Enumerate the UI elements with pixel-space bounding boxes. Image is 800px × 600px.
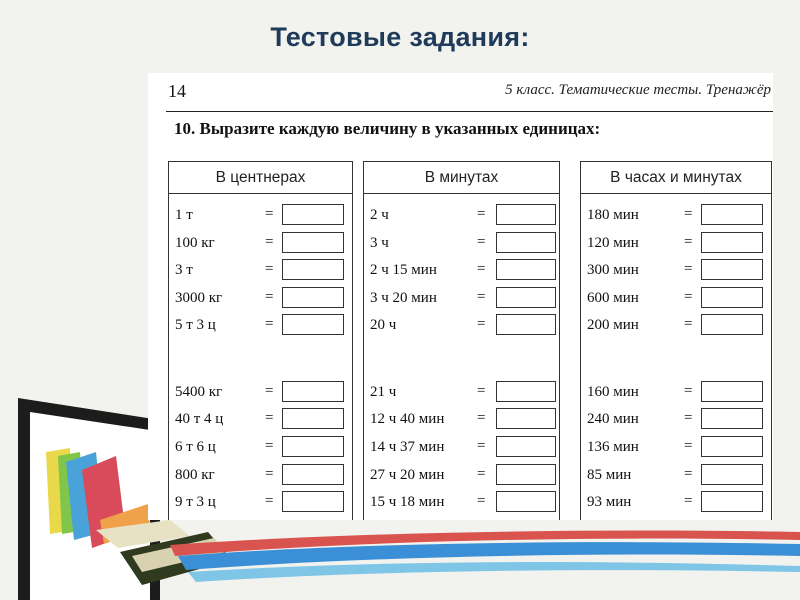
quantity-label: 800 кг [175,467,215,483]
quantity-label: 5400 кг [175,384,223,400]
page-number: 14 [168,81,186,101]
exercise-row [169,259,352,283]
equals-sign: = [684,493,693,509]
equals-sign: = [477,438,486,454]
exercise-row [581,259,771,283]
answer-box[interactable] [282,408,344,429]
quantity-label: 21 ч [370,384,397,400]
equals-sign: = [265,234,274,250]
exercise-row [169,491,352,515]
quantity-label: 40 т 4 ц [175,411,224,427]
equals-sign: = [477,261,486,277]
equals-sign: = [684,206,693,222]
quantity-label: 93 мин [587,494,632,510]
column-header: В минутах [364,162,559,194]
equals-sign: = [477,316,486,332]
exercise-row [364,232,559,256]
answer-box[interactable] [496,314,556,335]
quantity-label: 600 мин [587,290,639,306]
equals-sign: = [477,410,486,426]
tablet-icon [18,398,160,600]
quantity-label: 9 т 3 ц [175,494,216,510]
answer-box[interactable] [282,232,344,253]
quantity-label: 12 ч 40 мин [370,411,445,427]
answer-box[interactable] [496,464,556,485]
exercise-row [581,232,771,256]
decorative-stripes [170,531,800,582]
exercise-row [364,381,559,405]
exercise-row [581,287,771,311]
quantity-label: 6 т 6 ц [175,439,216,455]
answer-box[interactable] [496,287,556,308]
header-divider [166,111,773,112]
exercise-row [581,464,771,488]
equals-sign: = [477,234,486,250]
task-heading: 10. Выразите каждую величину в указанных единицах: [174,119,601,138]
quantity-label: 2 ч [370,207,389,223]
answer-box[interactable] [282,464,344,485]
column-2 [363,161,560,520]
answer-box[interactable] [282,204,344,225]
exercise-row [364,204,559,228]
answer-box[interactable] [701,491,763,512]
answer-box[interactable] [701,287,763,308]
quantity-label: 27 ч 20 мин [370,467,445,483]
quantity-label: 14 ч 37 мин [370,439,445,455]
answer-box[interactable] [282,436,344,457]
exercise-row [364,491,559,515]
quantity-label: 100 кг [175,235,215,251]
quantity-label: 3000 кг [175,290,223,306]
exercise-row [364,436,559,460]
exercise-row [581,381,771,405]
equals-sign: = [265,316,274,332]
equals-sign: = [265,206,274,222]
quantity-label: 85 мин [587,467,632,483]
equals-sign: = [265,289,274,305]
answer-box[interactable] [282,381,344,402]
exercise-row [169,436,352,460]
exercise-row [581,204,771,228]
answer-box[interactable] [701,381,763,402]
quantity-label: 240 мин [587,411,639,427]
answer-box[interactable] [701,232,763,253]
equals-sign: = [684,316,693,332]
equals-sign: = [477,383,486,399]
answer-box[interactable] [282,287,344,308]
slide-title: Тестовые задания: [270,22,530,52]
equals-sign: = [477,493,486,509]
exercise-row [581,314,771,338]
quantity-label: 160 мин [587,384,639,400]
answer-box[interactable] [282,491,344,512]
exercise-row [169,204,352,228]
quantity-label: 200 мин [587,317,639,333]
equals-sign: = [684,289,693,305]
equals-sign: = [265,261,274,277]
equals-sign: = [477,289,486,305]
answer-box[interactable] [701,314,763,335]
answer-box[interactable] [496,232,556,253]
answer-box[interactable] [701,408,763,429]
exercise-row [581,491,771,515]
exercise-row [169,381,352,405]
answer-box[interactable] [701,204,763,225]
equals-sign: = [684,466,693,482]
equals-sign: = [477,466,486,482]
exercise-row [169,232,352,256]
answer-box[interactable] [496,259,556,280]
answer-box[interactable] [496,381,556,402]
equals-sign: = [265,410,274,426]
exercise-row [364,408,559,432]
equals-sign: = [265,438,274,454]
quantity-label: 5 т 3 ц [175,317,216,333]
column-header: В центнерах [169,162,352,194]
column-header: В часах и минутах [581,162,771,194]
quantity-label: 120 мин [587,235,639,251]
equals-sign: = [684,261,693,277]
column-3 [580,161,772,520]
exercise-row [364,464,559,488]
answer-box[interactable] [496,436,556,457]
answer-box[interactable] [701,436,763,457]
column-1 [168,161,353,520]
equals-sign: = [477,206,486,222]
quantity-label: 3 ч 20 мин [370,290,437,306]
equals-sign: = [265,493,274,509]
answer-box[interactable] [701,464,763,485]
exercise-row [364,287,559,311]
answer-box[interactable] [496,204,556,225]
equals-sign: = [265,383,274,399]
exercise-row [581,408,771,432]
quantity-label: 2 ч 15 мин [370,262,437,278]
equals-sign: = [265,466,274,482]
quantity-label: 3 ч [370,235,389,251]
quantity-label: 136 мин [587,439,639,455]
quantity-label: 180 мин [587,207,639,223]
exercise-row [364,314,559,338]
answer-box[interactable] [701,259,763,280]
answer-box[interactable] [496,491,556,512]
book-header: 5 класс. Тематические тесты. Тренажёр [505,82,771,98]
quantity-label: 1 т [175,207,193,223]
exercise-row [364,259,559,283]
answer-box[interactable] [496,408,556,429]
equals-sign: = [684,410,693,426]
quantity-label: 3 т [175,262,193,278]
equals-sign: = [684,234,693,250]
equals-sign: = [684,438,693,454]
exercise-row [169,287,352,311]
answer-box[interactable] [282,259,344,280]
quantity-label: 300 мин [587,262,639,278]
worksheet-page [148,73,773,520]
exercise-row [169,408,352,432]
equals-sign: = [684,383,693,399]
quantity-label: 15 ч 18 мин [370,494,445,510]
exercise-row [581,436,771,460]
exercise-row [169,314,352,338]
quantity-label: 20 ч [370,317,397,333]
exercise-row [169,464,352,488]
answer-box[interactable] [282,314,344,335]
